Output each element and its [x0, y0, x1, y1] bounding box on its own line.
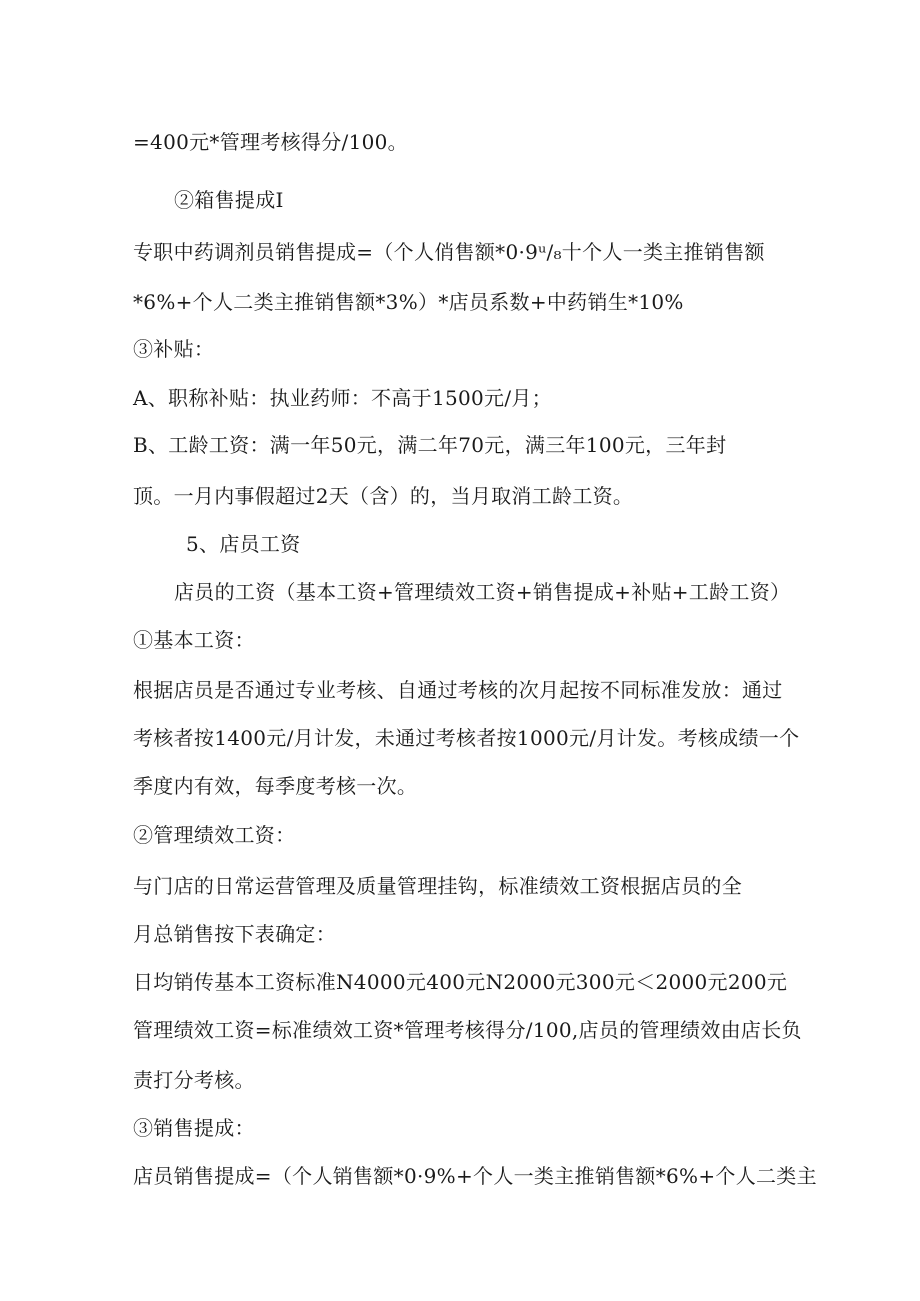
text-line-1: =400元*管理考核得分/100。 — [133, 130, 408, 154]
text-line-13: 考核者按1400元/月计发，未通过考核者按1000元/月计发。考核成绩一个 — [133, 726, 800, 750]
text-line-20: 责打分考核。 — [133, 1068, 255, 1092]
text-line-8: 顶。一月内事假超过2天（含）的，当月取消工龄工资。 — [133, 484, 634, 508]
text-line-6: A、职称补贴：执业药师：不高于1500元/月； — [133, 386, 552, 410]
text-line-17: 月总销售按下表确定： — [133, 922, 336, 946]
text-line-5: ③补贴： — [133, 337, 215, 361]
text-line-16: 与门店的日常运营管理及质量管理挂钩，标准绩效工资根据店员的全 — [133, 874, 742, 898]
text-line-21: ③销售提成： — [133, 1116, 255, 1140]
text-line-22: 店员销售提成=（个人销售额*0·9%+个人一类主推销售额*6%+个人二类主 — [133, 1164, 817, 1188]
text-line-14: 季度内有效，每季度考核一次。 — [133, 774, 418, 798]
text-line-15: ②管理绩效工资： — [133, 823, 296, 847]
text-line-7: B、工龄工资：满一年50元，满二年70元，满三年100元，三年封 — [133, 433, 727, 457]
text-line-18: 日均销传基本工资标准N4000元400元N2000元300元＜2000元200元 — [133, 970, 788, 994]
text-line-10: 店员的工资（基本工资+管理绩效工资+销售提成+补贴+工龄工资） — [174, 580, 791, 604]
text-line-11: ①基本工资： — [133, 628, 255, 652]
text-line-3: 专职中药调剂员销售提成=（个人俏售额*0·9ᵘ/₈十个人一类主推销售额 — [133, 240, 765, 264]
text-line-4: *6%+个人二类主推销售额*3%）*店员系数+中药销生*10% — [133, 290, 684, 314]
section-heading-5: 5、店员工资 — [186, 532, 301, 556]
text-line-19: 管理绩效工资=标准绩效工资*管理考核得分/100,店员的管理绩效由店长负 — [133, 1018, 802, 1042]
text-line-12: 根据店员是否通过专业考核、自通过考核的次月起按不同标准发放：通过 — [133, 678, 783, 702]
text-line-2: ②箱售提成I — [174, 188, 284, 212]
